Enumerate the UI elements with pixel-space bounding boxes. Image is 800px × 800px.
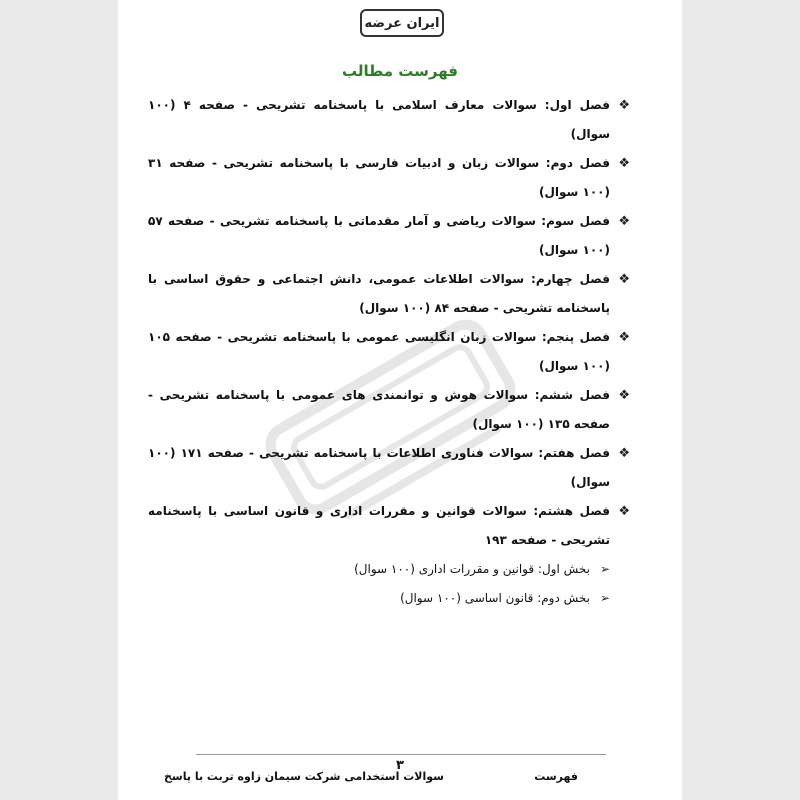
toc-section-item [148, 555, 610, 584]
toc-chapter-text: فصل چهارم: سوالات اطلاعات عمومی، دانش اجتماعی و حقوق اساسی با پاسخنامه تشریحی - صفحه ۸۴ (۱۰۰ سوال) [148, 272, 610, 315]
diamond-bullet-icon: ❖ [618, 272, 630, 287]
toc-list [148, 91, 630, 613]
toc-chapter-6 [148, 381, 630, 439]
document-page [118, 0, 682, 800]
diamond-bullet-icon: ❖ [618, 156, 630, 171]
toc-section-text: بخش دوم: قانون اساسی (۱۰۰ سوال) [400, 591, 590, 605]
toc-chapter-text: فصل هفتم: سوالات فناوری اطلاعات با پاسخنامه تشریحی - صفحه ۱۷۱ (۱۰۰ سوال) [148, 446, 610, 489]
toc-section-1 [148, 555, 630, 613]
toc-chapter-3 [148, 207, 630, 265]
diamond-bullet-icon: ❖ [618, 388, 630, 403]
toc-chapter-text: فصل هشتم: سوالات قوانین و مقررات اداری و قانون اساسی با پاسخنامه تشریحی - صفحه ۱۹۳ [148, 504, 610, 547]
diamond-bullet-icon: ❖ [618, 98, 630, 113]
toc-title: فهرست مطالب [342, 62, 458, 80]
toc-chapter-text: فصل سوم: سوالات ریاضی و آمار مقدماتی با پاسخنامه تشریحی - صفحه ۵۷ (۱۰۰ سوال) [148, 214, 610, 257]
toc-chapter-8 [148, 497, 630, 555]
arrow-bullet-icon: ➢ [599, 591, 610, 605]
brand-logo [360, 9, 444, 37]
toc-chapter-text: فصل پنجم: سوالات زبان انگلیسی عمومی با پاسخنامه تشریحی - صفحه ۱۰۵ (۱۰۰ سوال) [148, 330, 610, 373]
toc-chapter-text: فصل ششم: سوالات هوش و توانمندی های عمومی با پاسخنامه تشریحی - صفحه ۱۳۵ (۱۰۰ سوال) [148, 388, 610, 431]
toc-chapter-5 [148, 323, 630, 381]
toc-chapter-2 [148, 149, 630, 207]
footer-document-title: سوالات استخدامی شرکت سیمان زاوه تربت با پاسخ [164, 770, 444, 783]
toc-section-item [148, 584, 610, 613]
toc-chapter-text: فصل اول: سوالات معارف اسلامی با پاسخنامه تشریحی - صفحه ۴ (۱۰۰ سوال) [148, 98, 610, 141]
footer-section-label: فهرست [534, 770, 578, 783]
toc-chapter-4 [148, 265, 630, 323]
toc-chapter-7 [148, 439, 630, 497]
diamond-bullet-icon: ❖ [618, 504, 630, 519]
arrow-bullet-icon: ➢ [599, 562, 610, 576]
diamond-bullet-icon: ❖ [618, 214, 630, 229]
toc-section-text: بخش اول: قوانین و مقررات اداری (۱۰۰ سوال) [354, 562, 590, 576]
toc-chapter-1 [148, 91, 630, 149]
diamond-bullet-icon: ❖ [618, 330, 630, 345]
toc-sub-list [148, 555, 610, 613]
brand-logo-text: ایران عرضه [364, 15, 440, 31]
diamond-bullet-icon: ❖ [618, 446, 630, 461]
toc-chapter-text: فصل دوم: سوالات زبان و ادبیات فارسی با پاسخنامه تشریحی - صفحه ۳۱ (۱۰۰ سوال) [148, 156, 610, 199]
page-number: ۳ [396, 758, 404, 773]
footer-divider [196, 754, 606, 755]
